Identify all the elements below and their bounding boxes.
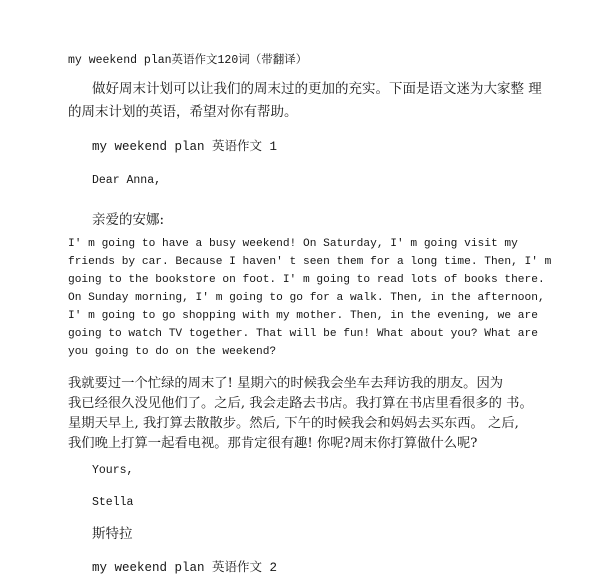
intro-paragraph-line-1: 做好周末计划可以让我们的周末过的更加的充实。下面是语文迷为大家整 理 (92, 81, 542, 97)
essay-heading-2: my weekend plan 英语作文 2 (92, 561, 278, 575)
salutation-chinese: 亲爱的安娜: (92, 212, 165, 228)
english-body-line: On Sunday morning, I' m going to go for a walk. Then, in the afternoon, (68, 292, 545, 304)
document-title: my weekend plan英语作文120词（带翻译） (68, 54, 308, 67)
english-body-line: you going to do on the weekend? (68, 346, 277, 358)
english-body-line: friends by car. Because I haven' t seen them for a long time. Then, I' m (68, 256, 552, 268)
english-body-line: going to watch TV together. That will be fun! What about you? What are (68, 328, 538, 340)
chinese-body-line: 我已经很久没见他们了。之后, 我会走路去书店。我打算在书店里看很多的 书。 (68, 396, 533, 411)
chinese-body-line: 我们晚上打算一起看电视。那肯定很有趣! 你呢?周末你打算做什么呢? (68, 436, 478, 451)
closing: Yours, (92, 464, 134, 477)
salutation-english: Dear Anna, (92, 174, 162, 187)
english-body-line: going to the bookstore on foot. I' m going to read lots of books there. (68, 274, 545, 286)
intro-paragraph-line-2: 的周末计划的英语，希望对你有帮助。 (68, 104, 298, 120)
chinese-body-line: 我就要过一个忙绿的周末了! 星期六的时候我会坐车去拜访我的朋友。因为 (68, 376, 504, 391)
signature-english: Stella (92, 496, 134, 509)
chinese-body-line: 星期天早上, 我打算去散散步。然后, 下午的时候我会和妈妈去买东西。 之后, (68, 416, 519, 431)
signature-chinese: 斯特拉 (92, 526, 133, 542)
english-body-line: I' m going to go shopping with my mother. Then, in the evening, we are (68, 310, 538, 322)
essay-heading-1: my weekend plan 英语作文 1 (92, 140, 278, 154)
english-body-line: I' m going to have a busy weekend! On Saturday, I' m going visit my (68, 238, 518, 250)
